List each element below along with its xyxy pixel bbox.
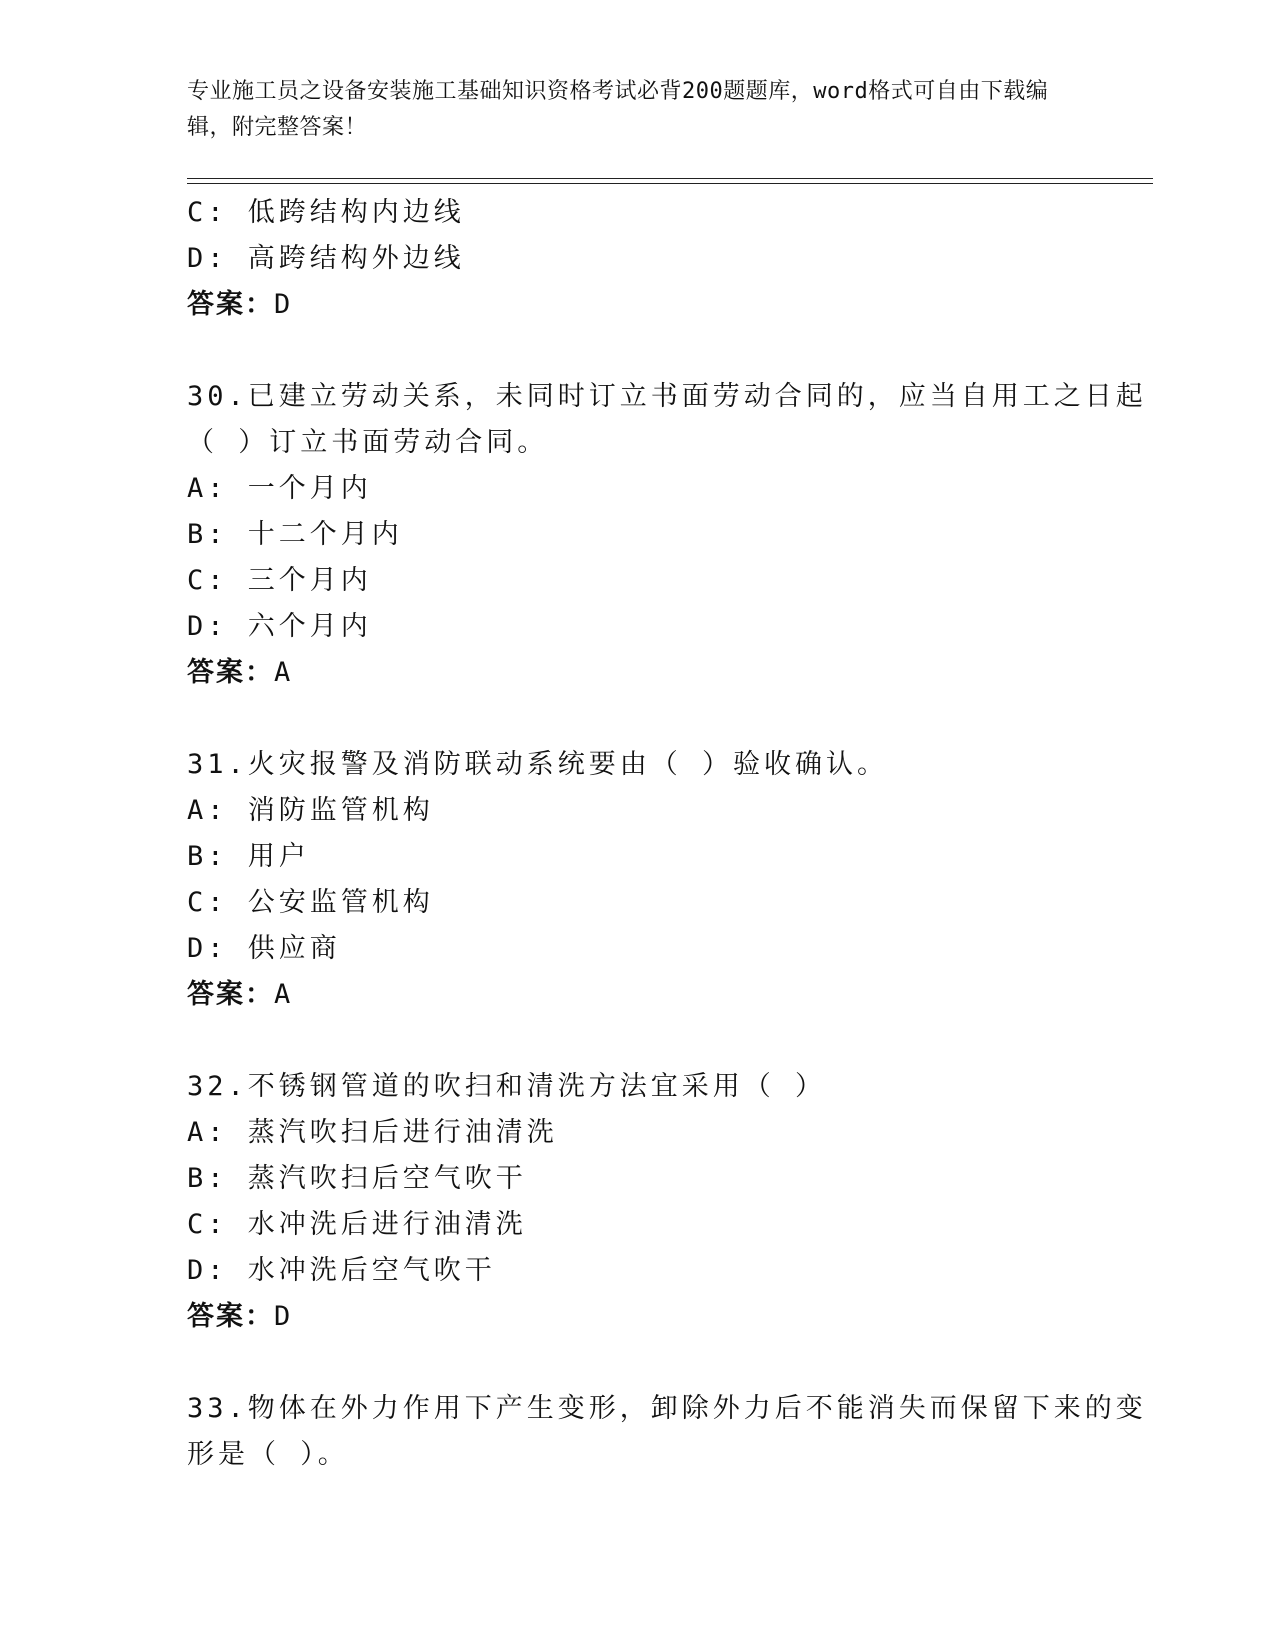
option-d: D: 六个月内 bbox=[187, 611, 372, 642]
answer-line bbox=[187, 650, 1087, 696]
question-block-31 bbox=[187, 742, 1087, 1018]
answer-value: A bbox=[274, 979, 292, 1010]
answer-label: 答案： bbox=[187, 979, 274, 1010]
header-divider-bottom bbox=[187, 183, 1153, 184]
question-block-29 bbox=[187, 190, 1087, 328]
option-a: A: 消防监管机构 bbox=[187, 795, 434, 826]
answer-label: 答案： bbox=[187, 289, 274, 320]
answer-label: 答案： bbox=[187, 657, 274, 688]
option-d: D: 水冲洗后空气吹干 bbox=[187, 1255, 496, 1286]
question-stem-continued: （ ）订立书面劳动合同。 bbox=[187, 427, 549, 458]
option-c: C: 水冲洗后进行油清洗 bbox=[187, 1209, 527, 1240]
option-a: A: 一个月内 bbox=[187, 473, 372, 504]
option-d: D: 高跨结构外边线 bbox=[187, 243, 465, 274]
answer-value: D bbox=[274, 1301, 292, 1332]
question-stem: 33.物体在外力作用下产生变形，卸除外力后不能消失而保留下来的变 bbox=[187, 1393, 1147, 1424]
answer-value: D bbox=[274, 289, 292, 320]
answer-line bbox=[187, 1294, 1087, 1340]
option-d: D: 供应商 bbox=[187, 933, 341, 964]
document-header: 专业施工员之设备安装施工基础知识资格考试必背200题题库，word格式可自由下载编辑，附完整答案！ bbox=[187, 79, 1049, 140]
option-c: C: 三个月内 bbox=[187, 565, 372, 596]
question-block-32 bbox=[187, 1064, 1087, 1340]
option-a: A: 蒸汽吹扫后进行油清洗 bbox=[187, 1117, 558, 1148]
answer-line bbox=[187, 282, 1087, 328]
header-divider-top bbox=[187, 178, 1153, 179]
question-block-33 bbox=[187, 1386, 1147, 1478]
question-stem: 31.火灾报警及消防联动系统要由（ ）验收确认。 bbox=[187, 749, 889, 780]
option-b: B: 十二个月内 bbox=[187, 519, 403, 550]
answer-label: 答案： bbox=[187, 1301, 274, 1332]
option-b: B: 用户 bbox=[187, 841, 310, 872]
option-c: C: 公安监管机构 bbox=[187, 887, 434, 918]
option-b: B: 蒸汽吹扫后空气吹干 bbox=[187, 1163, 527, 1194]
question-stem: 32.不锈钢管道的吹扫和清洗方法宜采用（ ） bbox=[187, 1071, 827, 1102]
question-stem: 30.已建立劳动关系，未同时订立书面劳动合同的，应当自用工之日起 bbox=[187, 381, 1147, 412]
answer-value: A bbox=[274, 657, 292, 688]
option-c: C: 低跨结构内边线 bbox=[187, 197, 465, 228]
question-block-30 bbox=[187, 374, 1147, 696]
question-stem-continued: 形是（ ）。 bbox=[187, 1439, 349, 1470]
answer-line bbox=[187, 972, 1087, 1018]
question-list bbox=[187, 190, 1147, 1478]
